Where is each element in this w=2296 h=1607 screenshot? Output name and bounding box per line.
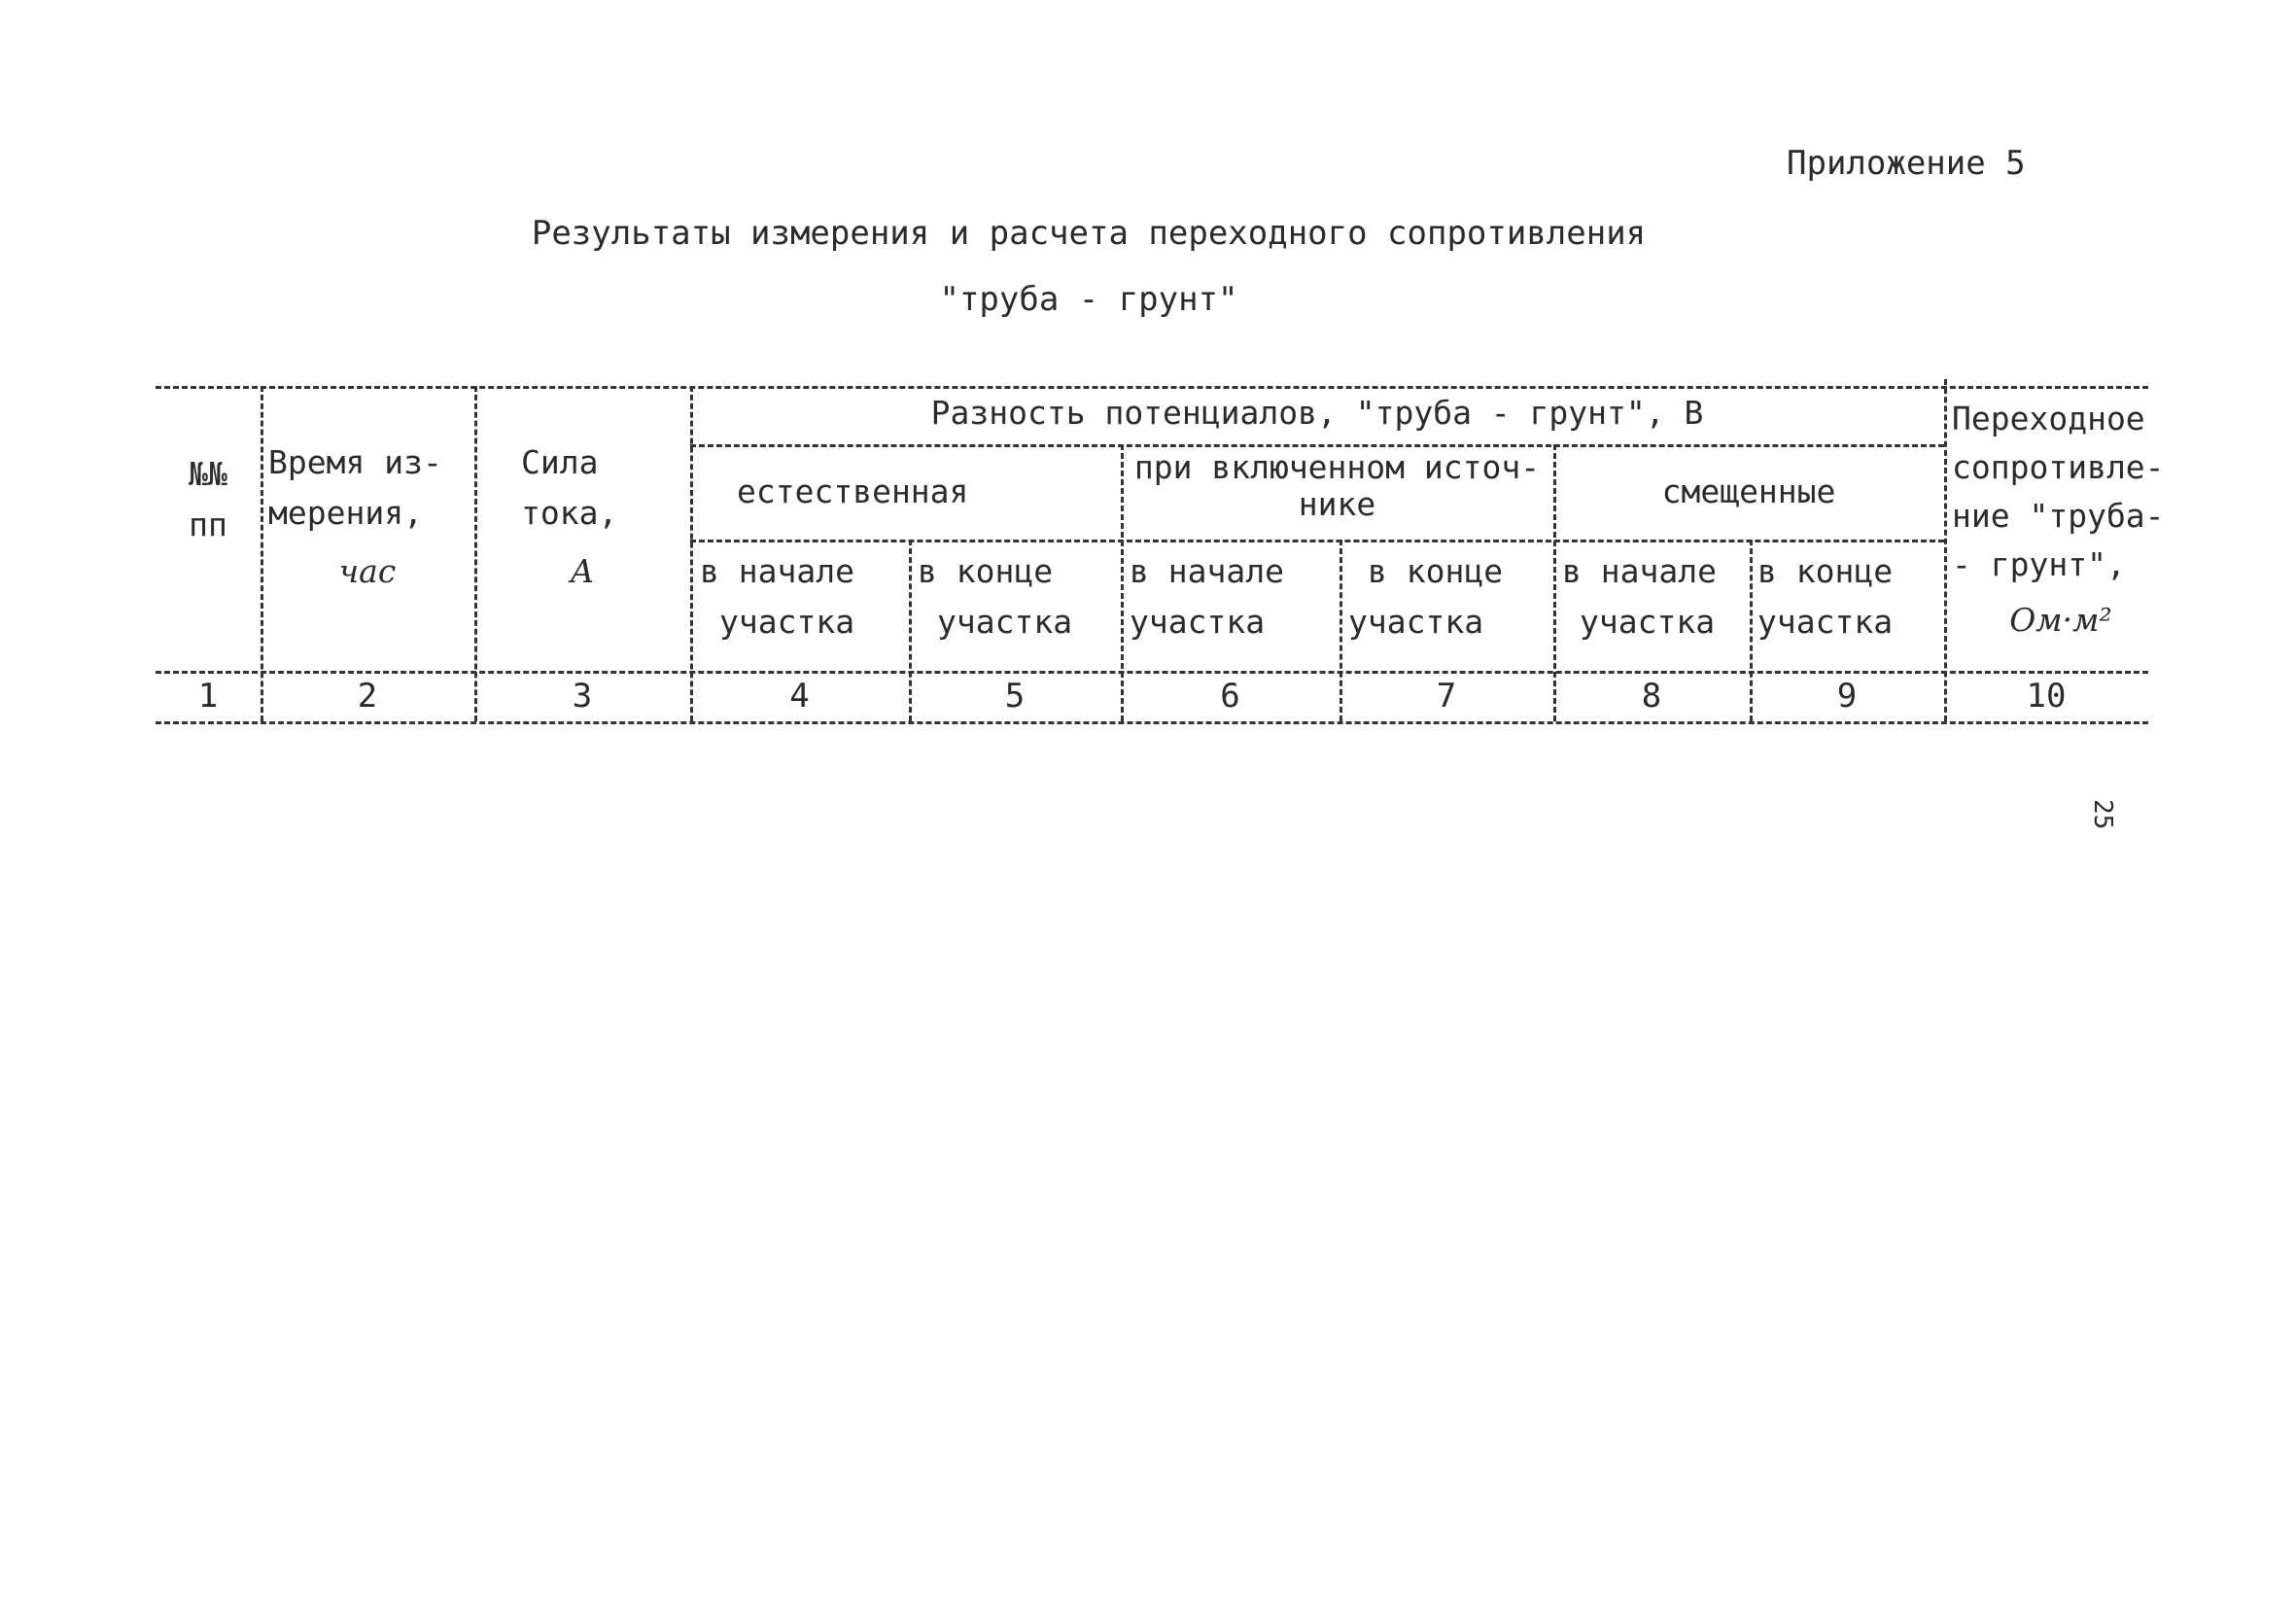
col-number-3: 3 xyxy=(572,677,593,716)
col2-header-line2: мерения, xyxy=(268,494,423,532)
group-rule xyxy=(690,444,1944,447)
sub-header-source-line2: нике xyxy=(1298,485,1376,523)
col-number-9: 9 xyxy=(1836,677,1858,716)
col10-header xyxy=(1952,395,2166,589)
col8-header-line1: в начале xyxy=(1562,552,1717,590)
col9-header-line1: в конце xyxy=(1757,552,1894,590)
col6-header xyxy=(1130,546,1334,647)
col10-header-line2: сопротивле- xyxy=(1952,448,2165,486)
sub-header-source xyxy=(1121,449,1553,523)
col10-header-line4: - грунт", xyxy=(1952,545,2126,583)
col-number-10: 10 xyxy=(2026,677,2067,716)
col-number-6: 6 xyxy=(1220,677,1240,716)
col3-header xyxy=(521,437,667,539)
col-number-2: 2 xyxy=(357,677,378,716)
col6-header-line2: участка xyxy=(1130,603,1266,641)
col-number-8: 8 xyxy=(1641,677,1662,716)
col7-header-line1: в конце xyxy=(1368,552,1504,590)
col5-header-line2: участка xyxy=(937,603,1073,641)
potential-group-header: Разность потенциалов, "труба - грунт", В xyxy=(930,394,1704,432)
table-bottom-rule xyxy=(156,721,2148,724)
page-number: 25 xyxy=(2088,799,2117,830)
col3-header-line2: тока, xyxy=(521,494,618,532)
col1-header-line2: пп xyxy=(189,506,227,543)
col10-unit: Ом·м² xyxy=(2009,601,2112,639)
col-number-7: 7 xyxy=(1436,677,1457,716)
col8-header-line2: участка xyxy=(1580,603,1716,641)
col5-header xyxy=(918,546,1117,647)
sub-header-source-line1: при включенном источ- xyxy=(1133,448,1541,486)
col6-header-line1: в начале xyxy=(1130,552,1284,590)
col2-header xyxy=(268,437,472,539)
document-subtitle: "труба - грунт" xyxy=(939,280,1238,319)
col7-header xyxy=(1348,546,1548,647)
document-title: Результаты измерения и расчета переходного сопротивления xyxy=(531,214,1647,253)
col-number-1: 1 xyxy=(197,677,219,716)
col4-header-line2: участка xyxy=(719,603,855,641)
col9-header xyxy=(1757,546,1942,647)
col10-header-line3: ние "труба- xyxy=(1952,497,2165,535)
sub-header-natural: естественная xyxy=(737,472,969,510)
col3-unit: А xyxy=(570,552,595,590)
sub-header-shifted: смещенные xyxy=(1661,472,1836,510)
col8-header xyxy=(1562,546,1747,647)
col4-header-line1: в начале xyxy=(700,552,854,590)
col2-unit: час xyxy=(338,552,397,590)
col4-header xyxy=(700,546,904,647)
col1-header xyxy=(156,449,261,550)
col-number-4: 4 xyxy=(789,677,810,716)
col5-header-line1: в конце xyxy=(918,552,1054,590)
col9-header-line2: участка xyxy=(1757,603,1894,641)
col-number-5: 5 xyxy=(1004,677,1026,716)
col3-header-line1: Сила xyxy=(521,443,599,481)
col1-header-line1: №№ xyxy=(189,455,227,493)
col10-header-line1: Переходное xyxy=(1952,400,2145,437)
appendix-label: Приложение 5 xyxy=(1787,144,2026,183)
subgroup-rule xyxy=(690,540,1944,542)
col7-header-line2: участка xyxy=(1348,603,1484,641)
col2-header-line1: Время из- xyxy=(268,443,442,481)
